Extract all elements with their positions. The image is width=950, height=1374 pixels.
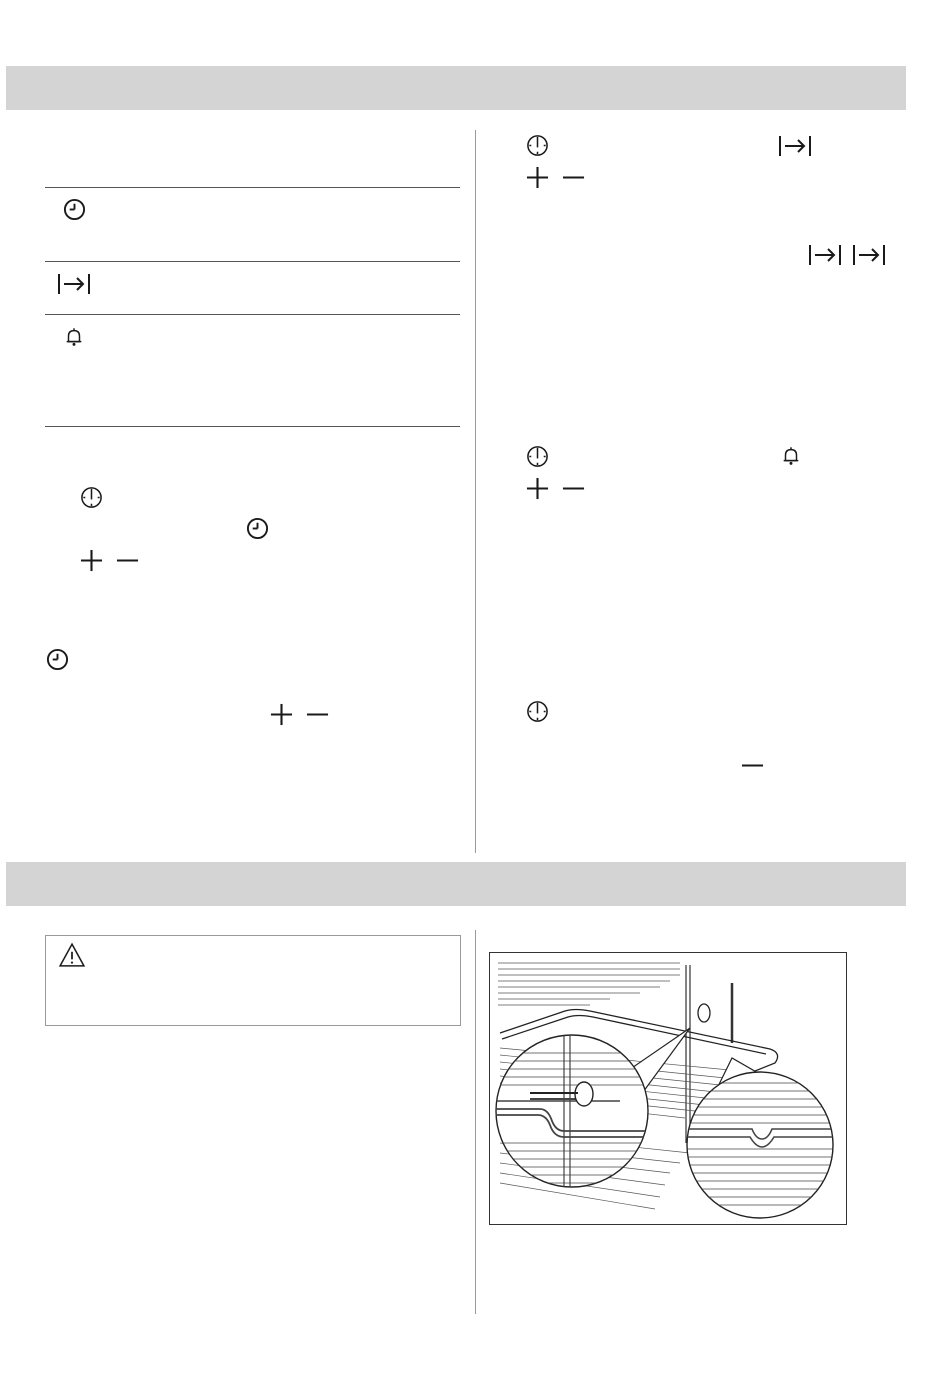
section-header-band [6, 66, 906, 110]
timer-clock-icon [526, 134, 549, 157]
clock-icon [46, 648, 69, 671]
plus-icon [526, 477, 549, 500]
warning-icon [58, 942, 86, 968]
minus-icon [562, 166, 585, 189]
section-header-band-2 [6, 862, 906, 906]
timer-clock-icon [526, 700, 549, 723]
duration-arrow-icon [57, 272, 91, 296]
plus-icon [270, 703, 293, 726]
duration-arrow-icon [852, 243, 886, 267]
oven-shelf-figure [489, 952, 847, 1225]
duration-arrow-icon [778, 134, 812, 158]
timer-clock-icon [80, 486, 103, 509]
minus-icon [306, 703, 329, 726]
minus-icon [116, 549, 139, 572]
bell-icon [63, 326, 85, 348]
plus-icon [80, 549, 103, 572]
minus-icon [741, 754, 764, 777]
table-rule [45, 187, 460, 188]
plus-icon [526, 166, 549, 189]
bell-icon [780, 445, 802, 467]
column-divider-top [475, 130, 476, 853]
column-divider-bottom [475, 930, 476, 1314]
minus-icon [562, 477, 585, 500]
table-rule [45, 314, 460, 315]
clock-icon [246, 517, 269, 540]
timer-clock-icon [526, 445, 549, 468]
duration-arrow-icon [808, 243, 842, 267]
table-rule [45, 261, 460, 262]
oven-shelf-illustration [490, 953, 846, 1224]
warning-box [45, 935, 461, 1026]
clock-icon [63, 198, 86, 221]
table-rule [45, 426, 460, 427]
